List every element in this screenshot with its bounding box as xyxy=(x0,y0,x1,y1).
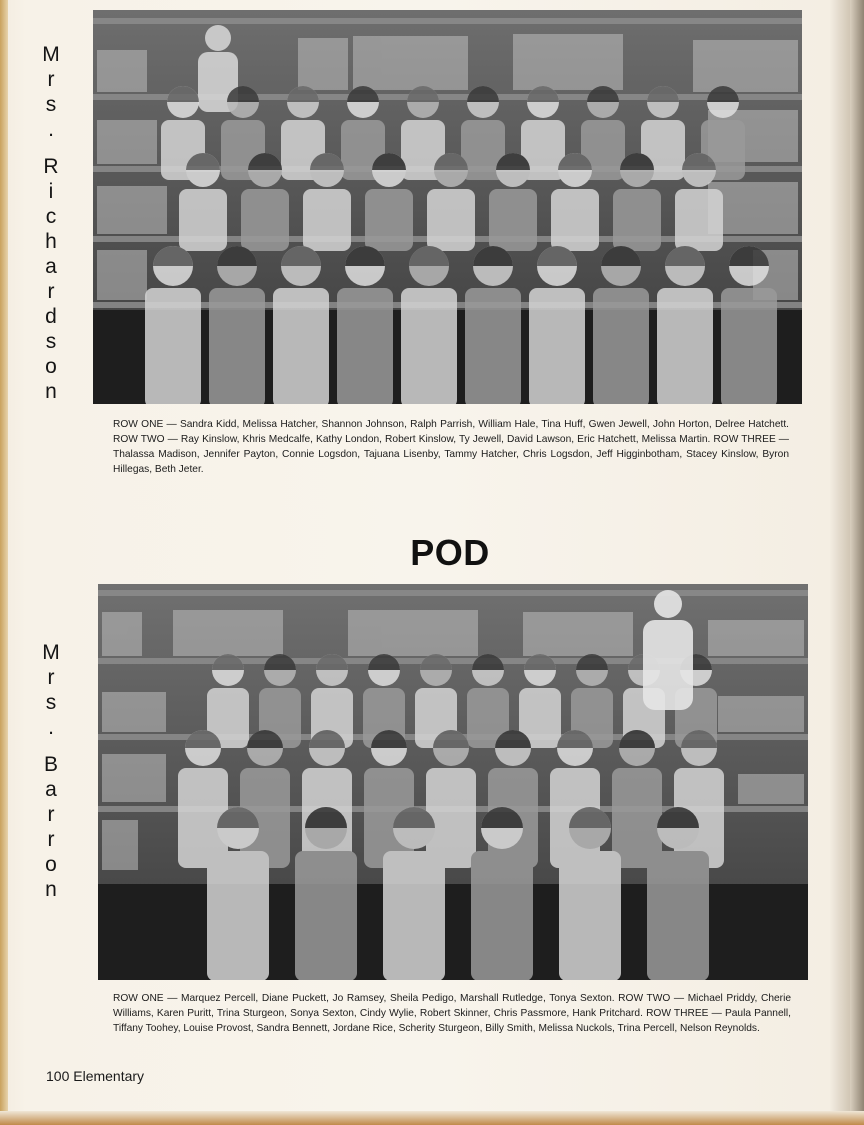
child-figure-body xyxy=(551,189,599,251)
child-figure-body xyxy=(489,189,537,251)
teacher-name-letter: M xyxy=(42,641,60,664)
teacher-name-letter: r xyxy=(47,68,55,91)
child-figure-body xyxy=(593,288,649,404)
teacher-name-letter: i xyxy=(48,180,54,203)
child-figure-body xyxy=(145,288,201,404)
teacher-name-letter: r xyxy=(47,828,55,851)
child-figure-body xyxy=(675,189,723,251)
page-edge-bottom xyxy=(0,1111,864,1125)
child-figure-body xyxy=(209,288,265,404)
teacher-name-letter: a xyxy=(45,255,57,278)
teacher-name-richardson xyxy=(36,42,66,404)
teacher-name-letter: o xyxy=(45,853,57,876)
child-figure-body xyxy=(471,851,533,980)
class-photo-barron-image xyxy=(98,584,808,980)
teacher-name-letter: a xyxy=(45,778,57,801)
teacher-name-letter: n xyxy=(45,380,57,403)
teacher-name-letter: s xyxy=(45,330,57,353)
page-footer: 100 Elementary xyxy=(46,1068,145,1084)
teacher-name-letter: B xyxy=(43,753,58,776)
teacher-name-letter: . xyxy=(48,716,54,739)
teacher-name-letter: d xyxy=(45,305,57,328)
pod-title: POD xyxy=(410,532,490,573)
class-photo-richardson-image xyxy=(93,10,802,404)
child-figure-body xyxy=(529,288,585,404)
teacher-name-letter: c xyxy=(45,205,57,228)
teacher-name-letter: . xyxy=(48,118,54,141)
class-photo-richardson xyxy=(93,10,802,404)
teacher-name-letter: o xyxy=(45,355,57,378)
child-figure-body xyxy=(207,851,269,980)
child-figure-body xyxy=(295,851,357,980)
teacher-name-letter: r xyxy=(47,280,55,303)
child-figure-body xyxy=(383,851,445,980)
child-figure-body xyxy=(657,288,713,404)
teacher-name-letter: s xyxy=(45,93,57,116)
child-figure-body xyxy=(613,189,661,251)
child-figure-body xyxy=(241,189,289,251)
teacher-name-letter: r xyxy=(47,666,55,689)
child-figure-body xyxy=(559,851,621,980)
child-figure-body xyxy=(401,288,457,404)
teacher-name-letter: r xyxy=(47,803,55,826)
child-figure-body xyxy=(365,189,413,251)
child-figure-body xyxy=(427,189,475,251)
child-figure-body xyxy=(179,189,227,251)
caption-richardson: ROW ONE — Sandra Kidd, Melissa Hatcher, Shannon Johnson, Ralph Parrish, William Hale, Tina Huff, Gwen Jewell, John Horton, Delree Hatchett. ROW TWO — Ray Kinslow, Khris Medcalfe, Kathy London, Robert Kinslow, Ty Jewell, David Lawson, Eric Hatchett, Melissa Martin. ROW THREE — Thalassa Madison, Jennifer Payton, Connie Logsdon, Tajuana Lisenby, Tammy Hatcher, Chris Logsdon, Jeff Higginbotham, Stacey Kinslow, Byron Hillegas, Beth Jeter. xyxy=(113,419,789,475)
caption-barron: ROW ONE — Marquez Percell, Diane Puckett, Jo Ramsey, Sheila Pedigo, Marshall Rutledge, Tonya Sexton. ROW TWO — Michael Priddy, Cherie Williams, Karen Puritt, Trina Sturgeon, Sonya Sexton, Cindy Wylie, Robert Skinner, Chris Passmore, Hank Pritchard. ROW THREE — Paula Pannell, Tiffany Toohey, Louise Provost, Sandra Bennett, Jordane Rice, Scherity Sturgeon, Billy Smith, Melissa Nuckols, Trina Percell, Nelson Reynolds. xyxy=(113,993,791,1034)
child-figure-body xyxy=(647,851,709,980)
teacher-name-barron xyxy=(36,640,66,902)
teacher-name-letter: M xyxy=(42,43,60,66)
child-figure-body xyxy=(465,288,521,404)
teacher-name-letter: h xyxy=(45,230,57,253)
teacher-name-letter: n xyxy=(45,878,57,901)
child-figure-body xyxy=(273,288,329,404)
class-photo-barron xyxy=(98,584,808,980)
child-figure-body xyxy=(721,288,777,404)
teacher-name-letter: R xyxy=(43,155,59,178)
teacher-name-letter: s xyxy=(45,691,57,714)
child-figure-body xyxy=(303,189,351,251)
child-figure-body xyxy=(337,288,393,404)
